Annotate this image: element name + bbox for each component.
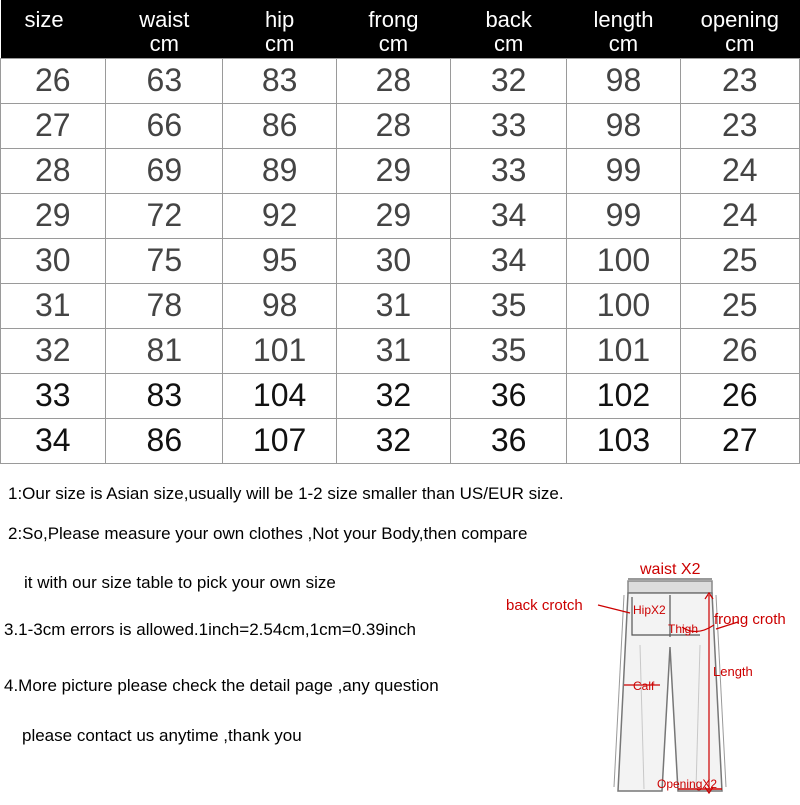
table-cell: 33 [451, 103, 567, 148]
table-cell: 104 [223, 373, 336, 418]
column-header [223, 0, 336, 58]
column-header-unit: cm [725, 31, 755, 56]
table-cell: 99 [567, 148, 680, 193]
table-cell: 32 [336, 418, 450, 463]
table-cell: 92 [223, 193, 336, 238]
table-cell: 69 [106, 148, 223, 193]
table-row [1, 418, 800, 463]
table-cell: 25 [680, 283, 799, 328]
table-cell: 103 [567, 418, 680, 463]
waist-label: waist X2 [640, 561, 701, 578]
size-table-body [1, 58, 800, 463]
table-cell: 100 [567, 283, 680, 328]
table-cell: 83 [223, 58, 336, 103]
table-cell: 31 [336, 283, 450, 328]
calf-label: Calf [633, 679, 655, 693]
table-cell: 36 [451, 418, 567, 463]
note-more-pictures: 4.More picture please check the detail page ,any question [4, 676, 439, 695]
table-row [1, 193, 800, 238]
table-cell: 28 [1, 148, 106, 193]
column-header-name: size [24, 7, 64, 32]
table-cell: 27 [1, 103, 106, 148]
table-row [1, 238, 800, 283]
table-cell: 32 [451, 58, 567, 103]
table-cell: 24 [680, 148, 799, 193]
table-cell: 107 [223, 418, 336, 463]
table-cell: 34 [451, 193, 567, 238]
table-cell: 66 [106, 103, 223, 148]
column-header-name: waist [139, 7, 190, 32]
table-cell: 28 [336, 58, 450, 103]
table-cell: 78 [106, 283, 223, 328]
table-cell: 98 [223, 283, 336, 328]
column-header [1, 0, 106, 58]
table-cell: 30 [336, 238, 450, 283]
table-cell: 23 [680, 58, 799, 103]
table-cell: 33 [451, 148, 567, 193]
table-cell: 34 [1, 418, 106, 463]
table-cell: 23 [680, 103, 799, 148]
table-cell: 102 [567, 373, 680, 418]
table-cell: 100 [567, 238, 680, 283]
table-cell: 29 [1, 193, 106, 238]
table-cell: 32 [1, 328, 106, 373]
pants-measurement-diagram [500, 555, 800, 800]
note-asian-size: 1:Our size is Asian size,usually will be 1-2 size smaller than US/EUR size. [8, 484, 564, 503]
table-cell: 98 [567, 103, 680, 148]
table-cell: 63 [106, 58, 223, 103]
note-contact-us: please contact us anytime ,thank you [22, 726, 302, 745]
table-cell: 26 [680, 328, 799, 373]
table-cell: 26 [680, 373, 799, 418]
table-cell: 75 [106, 238, 223, 283]
table-cell: 89 [223, 148, 336, 193]
table-cell: 86 [106, 418, 223, 463]
column-header [567, 0, 680, 58]
frong-croth-label: frong croth [714, 611, 786, 628]
column-header-unit: cm [608, 31, 639, 56]
table-cell: 81 [106, 328, 223, 373]
table-cell: 24 [680, 193, 799, 238]
table-cell: 99 [567, 193, 680, 238]
table-cell: 30 [1, 238, 106, 283]
column-header [106, 0, 223, 58]
size-table-header [1, 0, 800, 58]
table-cell: 26 [1, 58, 106, 103]
table-cell: 95 [223, 238, 336, 283]
column-header [336, 0, 450, 58]
column-header-name: hip [264, 7, 295, 32]
back-crotch-label: back crotch [506, 597, 583, 614]
table-cell: 33 [1, 373, 106, 418]
column-header-unit: cm [378, 31, 409, 56]
table-cell: 31 [1, 283, 106, 328]
table-row [1, 148, 800, 193]
table-cell: 72 [106, 193, 223, 238]
column-header-unit: cm [494, 31, 524, 56]
note-measure-clothes: 2:So,Please measure your own clothes ,Not your Body,then compare [8, 524, 528, 543]
table-cell: 35 [451, 283, 567, 328]
table-cell: 83 [106, 373, 223, 418]
table-cell: 101 [567, 328, 680, 373]
table-cell: 28 [336, 103, 450, 148]
pants-drawing [500, 555, 800, 800]
note-compare-table: it with our size table to pick your own size [24, 573, 336, 592]
table-cell: 32 [336, 373, 450, 418]
back-crotch-arrow [598, 605, 630, 613]
opening-label: OpeningX2 [657, 777, 718, 791]
table-cell: 101 [223, 328, 336, 373]
table-cell: 29 [336, 193, 450, 238]
table-row [1, 373, 800, 418]
column-header [680, 0, 799, 58]
table-cell: 86 [223, 103, 336, 148]
column-header [451, 0, 567, 58]
column-header-unit: cm [264, 31, 295, 56]
waistband-shape [628, 581, 712, 593]
header-row [1, 0, 800, 58]
table-cell: 29 [336, 148, 450, 193]
column-header-name: back [485, 7, 532, 32]
table-cell: 31 [336, 328, 450, 373]
table-row [1, 328, 800, 373]
table-cell: 34 [451, 238, 567, 283]
table-cell: 98 [567, 58, 680, 103]
note-errors-allowed: 3.1-3cm errors is allowed.1inch=2.54cm,1cm=0.39inch [4, 620, 416, 639]
table-cell: 35 [451, 328, 567, 373]
column-header-name: length [593, 7, 654, 32]
column-header-unit: cm [149, 31, 179, 56]
table-cell: 36 [451, 373, 567, 418]
length-label: Length [713, 664, 753, 679]
table-cell: 27 [680, 418, 799, 463]
table-row [1, 58, 800, 103]
hip-label: HipX2 [633, 603, 666, 617]
table-row [1, 283, 800, 328]
thigh-label: Thigh [668, 622, 699, 636]
table-cell: 25 [680, 238, 799, 283]
column-header-name: frong [368, 7, 419, 32]
table-row [1, 103, 800, 148]
column-header-name: opening [700, 7, 779, 32]
